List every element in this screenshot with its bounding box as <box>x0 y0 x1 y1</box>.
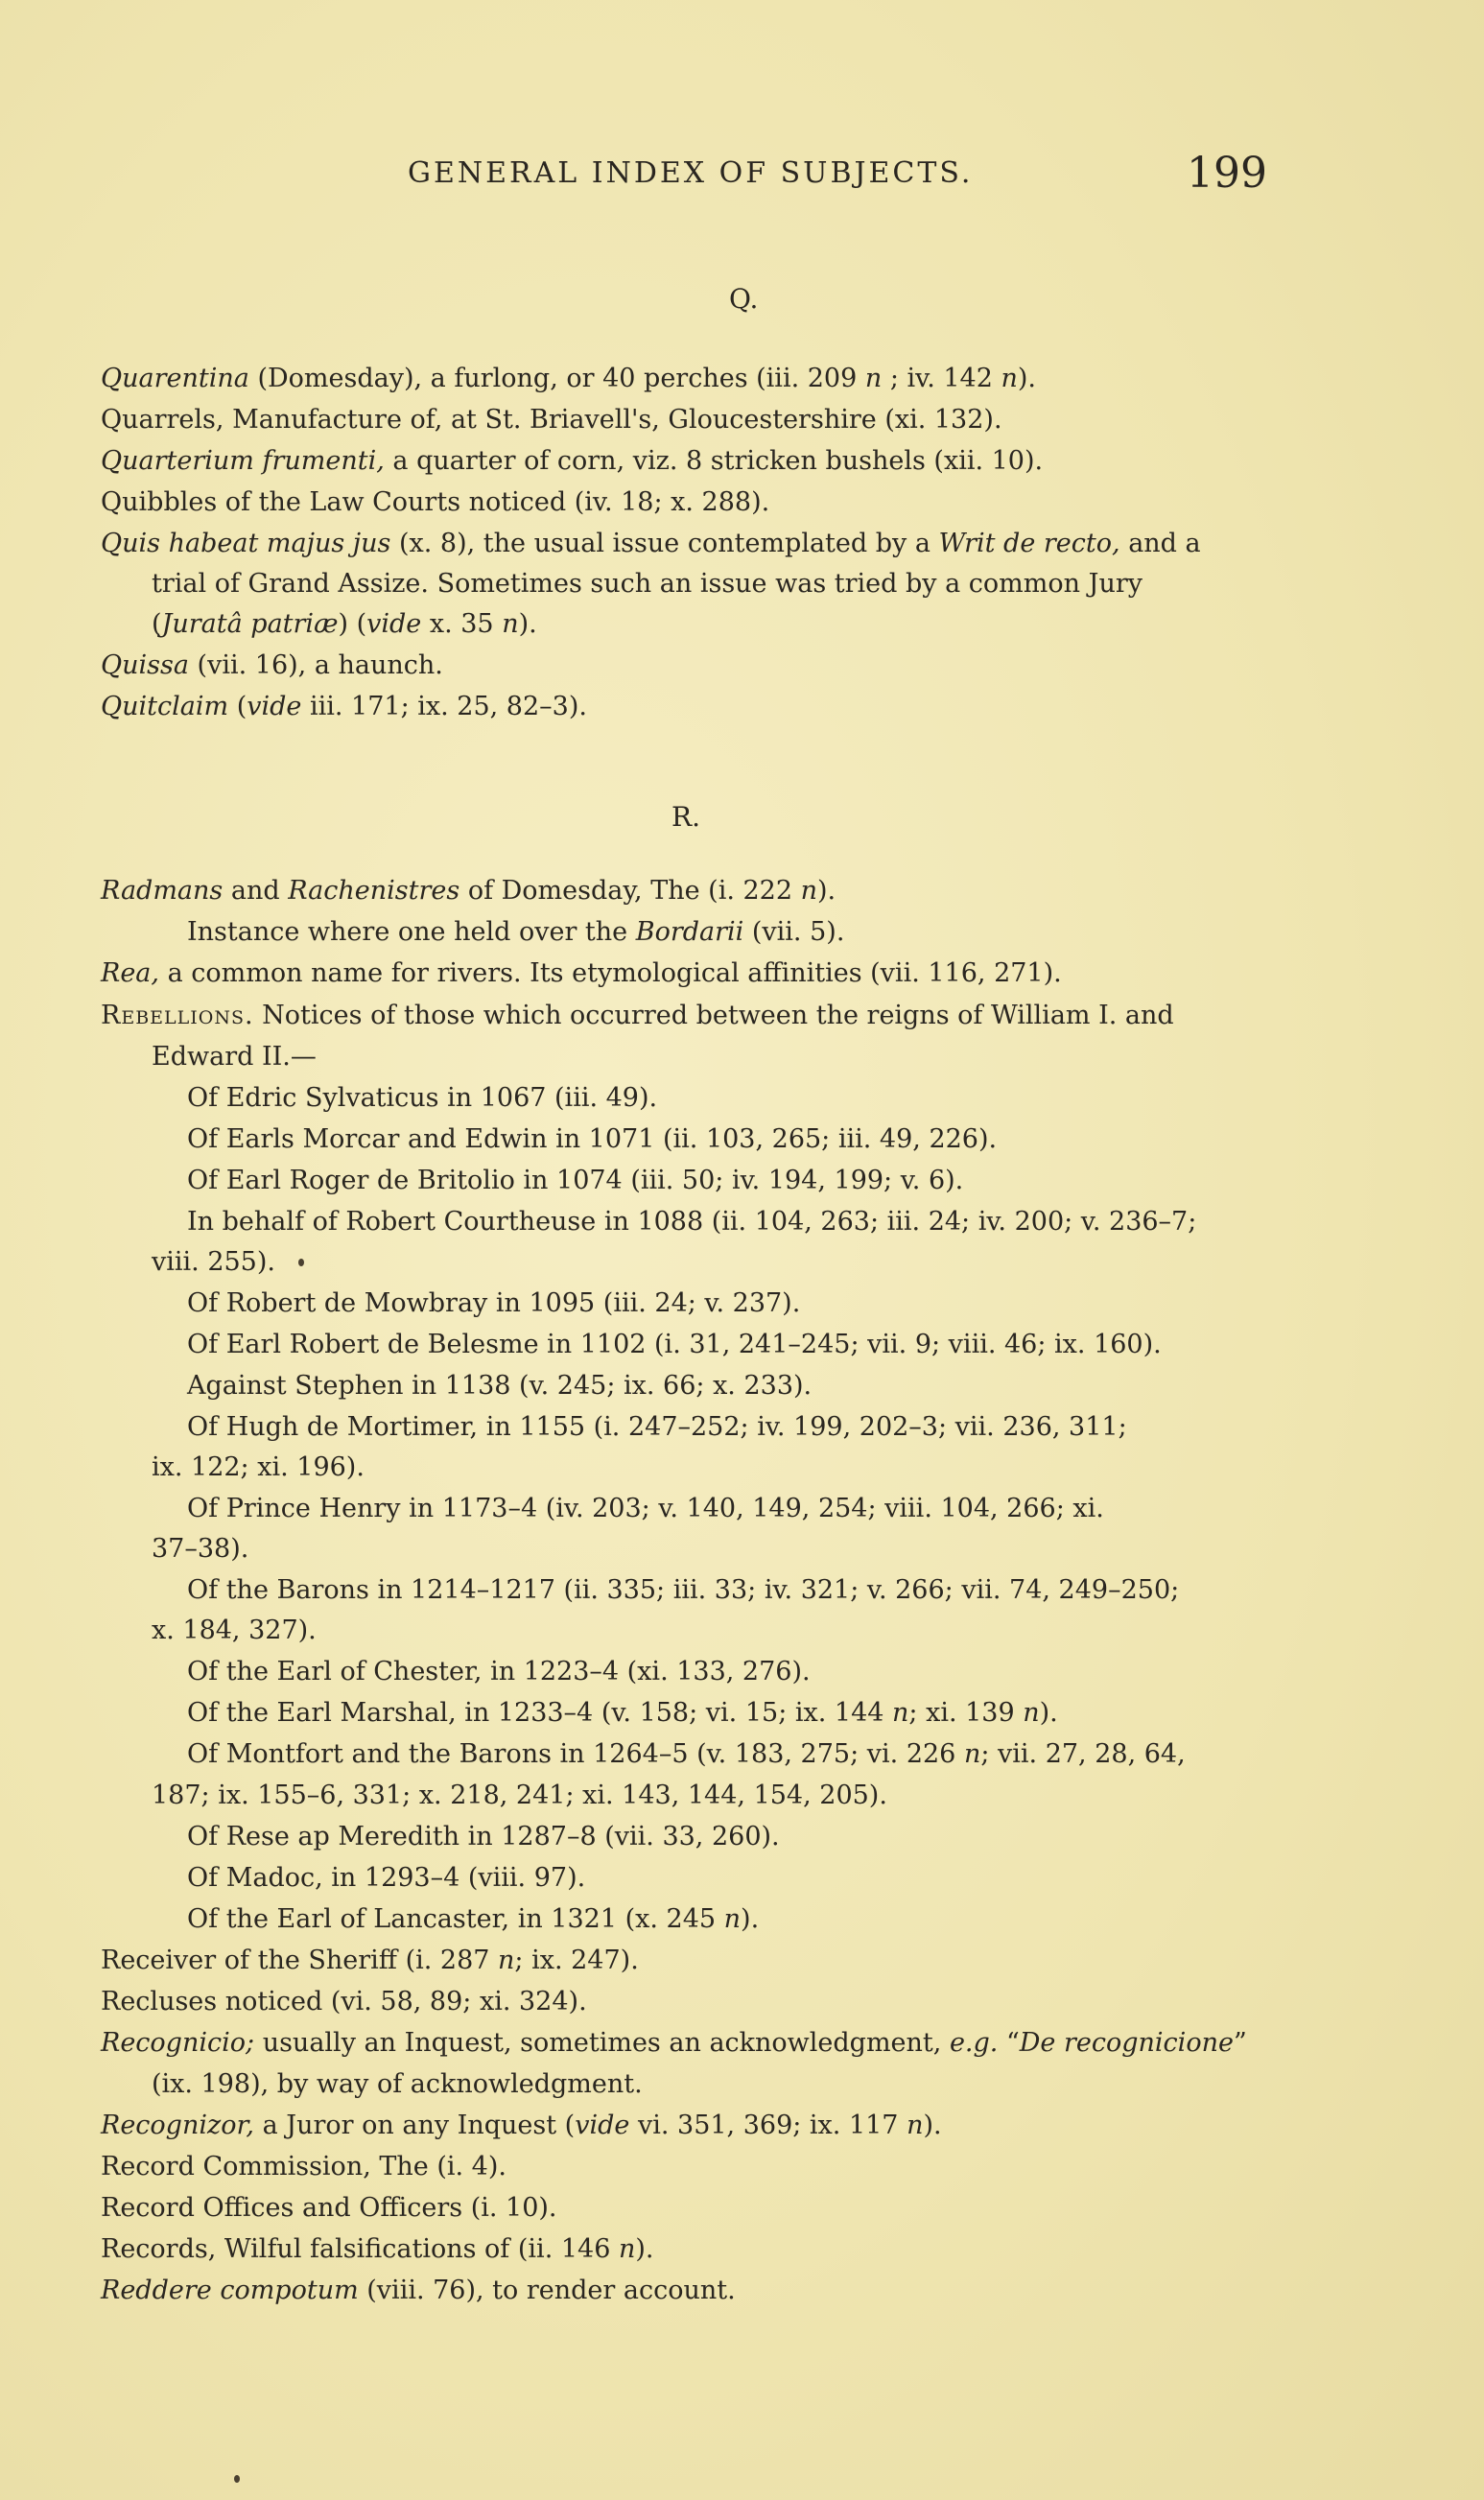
section-heading-q: Q. <box>729 283 759 315</box>
index-subentry: Of Montfort and the Barons in 1264–5 (v. 183, 275; vi. 226 n; vii. 27, 28, 64, <box>187 1739 1186 1769</box>
index-subentry: Against Stephen in 1138 (v. 245; ix. 66; x. 233). <box>187 1371 813 1401</box>
index-subentry: Of Earls Morcar and Edwin in 1071 (ii. 103, 265; iii. 49, 226). <box>187 1124 998 1154</box>
index-entry-quarterium: Quarterium frumenti, a quarter of corn, viz. 8 stricken bushels (xii. 10). <box>101 446 1044 476</box>
index-entry-continuation: trial of Grand Assize. Sometimes such an issue was tried by a common Jury <box>152 569 1142 599</box>
index-subentry: Of Earl Roger de Britolio in 1074 (iii. 50; iv. 194, 199; v. 6). <box>187 1166 964 1195</box>
index-subentry: Instance where one held over the Bordarii (vii. 5). <box>187 917 845 947</box>
index-entry-quarentina: Quarentina (Domesday), a furlong, or 40 perches (iii. 209 n ; iv. 142 n). <box>101 364 1037 393</box>
index-entry-radmans: Radmans and Rachenistres of Domesday, The (i. 222 n). <box>101 876 836 906</box>
index-entry-record-offices: Record Offices and Officers (i. 10). <box>101 2193 557 2223</box>
index-subentry-continuation: ix. 122; xi. 196). <box>152 1452 365 1482</box>
index-subentry: Of the Earl of Lancaster, in 1321 (x. 245 n). <box>187 1904 760 1934</box>
index-entry-receiver: Receiver of the Sheriff (i. 287 n; ix. 247). <box>101 1946 639 1975</box>
index-entry-recognicio: Recognicio; usually an Inquest, sometimes an acknowledgment, e.g. “De recognicione” <box>101 2028 1247 2058</box>
section-heading-r: R. <box>671 801 700 833</box>
index-subentry: Of Hugh de Mortimer, in 1155 (i. 247–252; iv. 199, 202–3; vii. 236, 311; <box>187 1412 1127 1442</box>
index-subentry: Of Madoc, in 1293–4 (viii. 97). <box>187 1863 586 1893</box>
index-subentry: Of the Earl Marshal, in 1233–4 (v. 158; vi. 15; ix. 144 n; xi. 139 n). <box>187 1698 1058 1728</box>
index-entry-recluses: Recluses noticed (vi. 58, 89; xi. 324). <box>101 1987 587 2017</box>
index-entry-continuation: (Juratâ patriæ) (vide x. 35 n). <box>152 609 537 639</box>
ink-mark <box>298 1259 304 1266</box>
index-subentry-continuation: 187; ix. 155–6, 331; x. 218, 241; xi. 143, 144, 154, 205). <box>152 1781 887 1810</box>
index-entry-quitclaim: Quitclaim (vide iii. 171; ix. 25, 82–3). <box>101 692 587 721</box>
index-entry-record-commission: Record Commission, The (i. 4). <box>101 2152 506 2182</box>
index-entry-quissa: Quissa (vii. 16), a haunch. <box>101 650 443 680</box>
index-subentry: Of Robert de Mowbray in 1095 (iii. 24; v. 237). <box>187 1288 801 1318</box>
index-subentry: Of Edric Sylvaticus in 1067 (iii. 49). <box>187 1083 658 1113</box>
page-number: 199 <box>1187 149 1267 198</box>
index-entry-records: Records, Wilful falsifications of (ii. 146 n). <box>101 2234 654 2264</box>
index-subentry-continuation: x. 184, 327). <box>152 1616 317 1645</box>
index-subentry-continuation: viii. 255). <box>152 1247 275 1277</box>
index-subentry-continuation: 37–38). <box>152 1534 249 1564</box>
index-entry-rea: Rea, a common name for rivers. Its etymological affinities (vii. 116, 271). <box>101 958 1062 988</box>
index-subentry: Of Earl Robert de Belesme in 1102 (i. 31, 241–245; vii. 9; viii. 46; ix. 160). <box>187 1330 1162 1359</box>
index-subentry: In behalf of Robert Courtheuse in 1088 (ii. 104, 263; iii. 24; iv. 200; v. 236–7; <box>187 1207 1197 1237</box>
index-subentry: Of Prince Henry in 1173–4 (iv. 203; v. 140, 149, 254; viii. 104, 266; xi. <box>187 1494 1104 1523</box>
index-entry-quarrels: Quarrels, Manufacture of, at St. Briavell's, Gloucestershire (xi. 132). <box>101 405 1002 435</box>
index-subentry: Of Rese ap Meredith in 1287–8 (vii. 33, 260). <box>187 1822 780 1851</box>
index-entry-reddere-compotum: Reddere compotum (viii. 76), to render account. <box>101 2276 736 2305</box>
index-entry-quis-habeat: Quis habeat majus jus (x. 8), the usual issue contemplated by a Writ de recto, and a <box>101 529 1201 558</box>
ink-mark <box>234 2475 240 2483</box>
index-entry-quibbles: Quibbles of the Law Courts noticed (iv. 18; x. 288). <box>101 487 770 517</box>
index-entry-rebellions: Rebellions. Notices of those which occurred between the reigns of William I. and <box>101 1001 1174 1030</box>
index-subentry: Of the Barons in 1214–1217 (ii. 335; iii. 33; iv. 321; v. 266; vii. 74, 249–250; <box>187 1575 1180 1605</box>
index-entry-recognizor: Recognizor, a Juror on any Inquest (vide vi. 351, 369; ix. 117 n). <box>101 2111 942 2140</box>
running-header: GENERAL INDEX OF SUBJECTS. <box>408 156 974 190</box>
index-entry-continuation: (ix. 198), by way of acknowledgment. <box>152 2069 643 2099</box>
index-subentry: Of the Earl of Chester, in 1223–4 (xi. 133, 276). <box>187 1657 811 1686</box>
index-entry-continuation: Edward II.— <box>152 1042 317 1072</box>
